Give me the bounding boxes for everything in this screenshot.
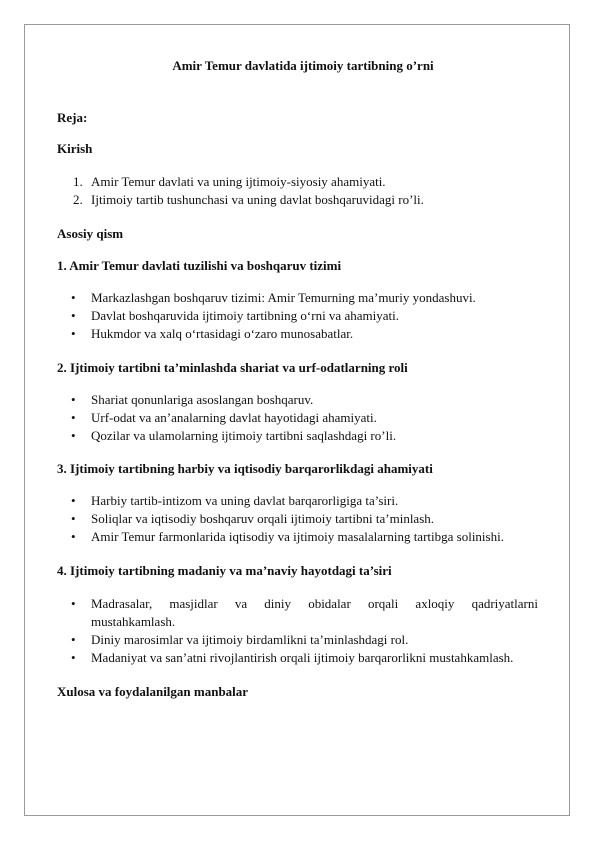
section-2-heading: 2. Ijtimoiy tartibni ta’minlashda shariat va urf-odatlarning roli [57,360,408,375]
list-item: 2. Ijtimoiy tartib tushunchasi va uning davlat boshqaruvidagi ro’li. [73,192,424,207]
list-item: • Madrasalar, masjidlar va diniy obidalar orqali axloqiy qadriyatlarni [71,596,538,611]
section-4-list [57,595,538,667]
list-item: • Markazlashgan boshqaruv tizimi: Amir Temurning ma’muriy yondashuvi. [71,290,476,305]
section-4-heading: 4. Ijtimoiy tartibning madaniy va ma’naviy hayotdagi ta’siri [57,563,392,578]
list-item: 1. Amir Temur davlati va uning ijtimoiy-siyosiy ahamiyati. [73,174,386,189]
section-1-list [57,289,538,343]
plan-heading: Reja: [57,110,88,125]
section-1-heading: 1. Amir Temur davlati tuzilishi va boshqaruv tizimi [57,258,342,273]
section-2-list [57,391,538,445]
list-item: • Amir Temur farmonlarida iqtisodiy va ijtimoiy masalalarning tartibga solinishi. [71,529,504,544]
list-item: • Harbiy tartib-intizom va uning davlat barqarorligiga ta’siri. [71,493,399,508]
list-item: • Hukmdor va xalq o‘rtasidagi o‘zaro munosabatlar. [71,326,354,341]
list-item-continuation: mustahkamlash. [91,614,176,629]
list-item: • Shariat qonunlariga asoslangan boshqaruv. [71,392,314,407]
list-item: • Urf-odat va an’analarning davlat hayotidagi ahamiyati. [71,410,377,425]
conclusion-heading: Xulosa va foydalanilgan manbalar [57,684,249,699]
list-item: • Qozilar va ulamolarning ijtimoiy tartibni saqlashdagi ro’li. [71,428,397,443]
list-item: • Soliqlar va iqtisodiy boshqaruv orqali ijtimoiy tartibni ta’minlash. [71,511,435,526]
document-title: Amir Temur davlatida ijtimoiy tartibning o’rni [172,58,434,73]
section-3-list [57,492,538,546]
intro-heading: Kirish [57,141,93,156]
section-3-heading: 3. Ijtimoiy tartibning harbiy va iqtisodiy barqarorlikdagi ahamiyati [57,461,433,476]
list-item: • Madaniyat va san’atni rivojlantirish orqali ijtimoiy barqarorlikni mustahkamlash. [71,650,514,665]
list-item: • Diniy marosimlar va ijtimoiy birdamlikni ta’minlashdagi rol. [71,632,409,647]
intro-list [57,173,538,209]
list-item: • Davlat boshqaruvida ijtimoiy tartibning o‘rni va ahamiyati. [71,308,399,323]
main-part-heading: Asosiy qism [57,226,124,241]
